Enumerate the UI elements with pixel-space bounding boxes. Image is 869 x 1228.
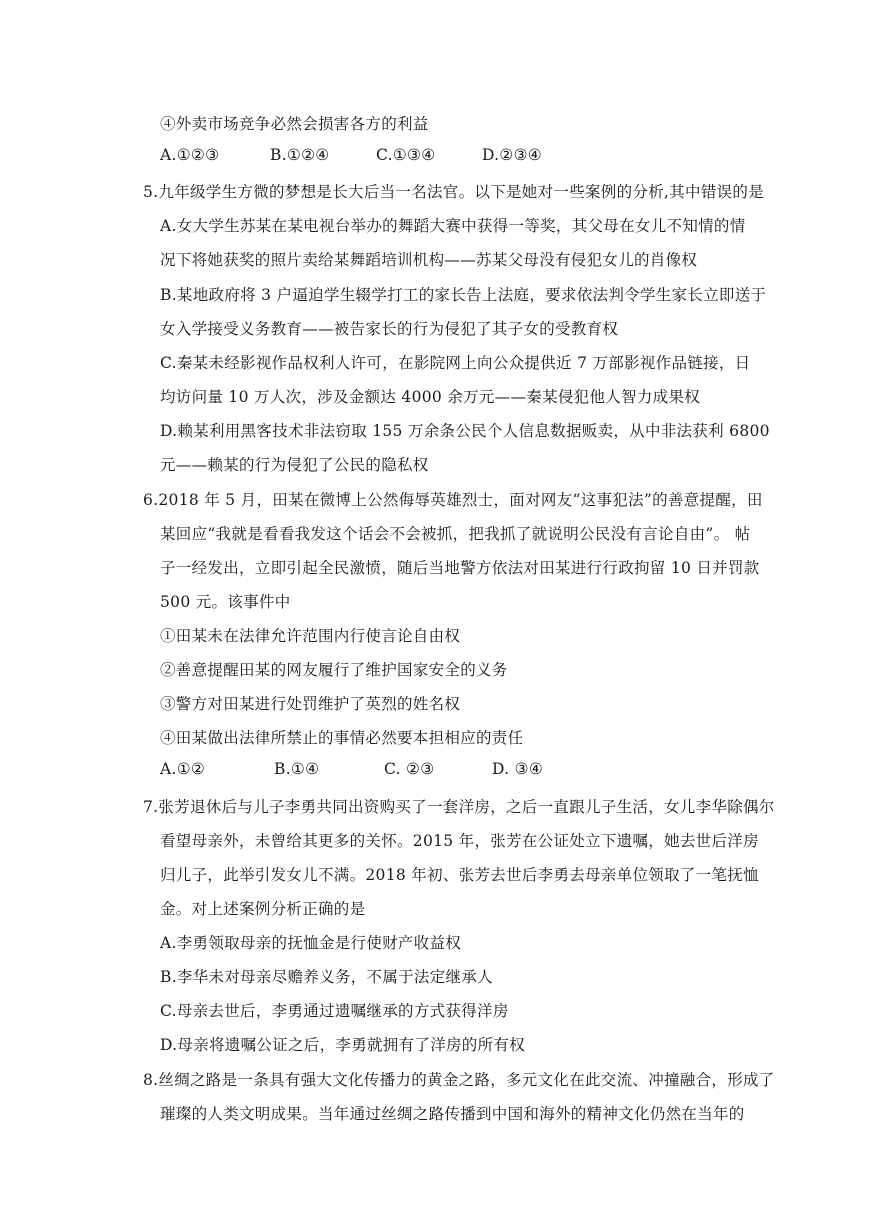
q6-choice-c[interactable]: C. ②③ xyxy=(384,760,435,778)
q6-stem-line4: 500 元。该事件中 xyxy=(160,593,291,611)
q6-choice-d[interactable]: D. ③④ xyxy=(492,760,544,778)
q7-stem-line2: 看望母亲外，未曾给其更多的关怀。2015 年，张芳在公证处立下遗嘱，她去世后洋房 xyxy=(160,832,759,850)
q7-stem-line4: 金。对上述案例分析正确的是 xyxy=(160,900,366,918)
q5-option-c-line2[interactable]: 均访问量 10 万人次，涉及金额达 4000 余万元——秦某侵犯他人智力成果权 xyxy=(160,388,701,406)
q5-option-a-line1[interactable]: A.女大学生苏某在某电视台举办的舞蹈大赛中获得一等奖，其父母在女儿不知情的情 xyxy=(160,217,746,235)
q6-choice-a[interactable]: A.①② xyxy=(160,760,206,778)
q6-item-3: ③警方对田某进行处罚维护了英烈的姓名权 xyxy=(160,695,461,713)
q4-choice-b[interactable]: B.①②④ xyxy=(270,146,330,164)
q4-choice-a[interactable]: A.①②③ xyxy=(160,146,220,164)
q7-stem-line3: 归儿子，此举引发女儿不满。2018 年初、张芳去世后李勇去母亲单位领取了一笔抚恤 xyxy=(160,866,759,884)
q5-option-b-line2[interactable]: 女入学接受义务教育——被告家长的行为侵犯了其子女的受教育权 xyxy=(160,320,619,338)
q6-choices xyxy=(160,760,543,778)
q5-option-c-line1[interactable]: C.秦某未经影视作品权利人许可，在影院网上向公众提供近 7 万部影视作品链接，日 xyxy=(160,354,751,372)
q4-choice-d[interactable]: D.②③④ xyxy=(482,146,542,164)
q5-stem: 5.九年级学生方微的梦想是长大后当一名法官。以下是她对一些案例的分析,其中错误的是 xyxy=(143,183,765,201)
q7-option-a[interactable]: A.李勇领取母亲的抚恤金是行使财产收益权 xyxy=(160,934,462,952)
q4-choices xyxy=(160,146,542,164)
q7-option-b[interactable]: B.李华未对母亲尽赡养义务，不属于法定继承人 xyxy=(160,968,493,986)
q6-item-2: ②善意提醒田某的网友履行了维护国家安全的义务 xyxy=(160,661,508,679)
q6-item-4: ④田某做出法律所禁止的事情必然要本担相应的责任 xyxy=(160,729,524,747)
q6-item-1: ①田某未在法律允许范围内行使言论自由权 xyxy=(160,627,461,645)
q7-stem-line1: 7.张芳退休后与儿子李勇共同出资购买了一套洋房，之后一直跟儿子生活，女儿李华除偶尔 xyxy=(143,798,775,816)
q6-choice-b[interactable]: B.①④ xyxy=(274,760,320,778)
q7-option-d[interactable]: D.母亲将遗嘱公证之后，李勇就拥有了洋房的所有权 xyxy=(160,1036,526,1054)
q8-stem-line2: 璀璨的人类文明成果。当年通过丝绸之路传播到中国和海外的精神文化仍然在当年的 xyxy=(160,1105,745,1123)
q8-stem-line1: 8.丝绸之路是一条具有强大文化传播力的黄金之路，多元文化在此交流、冲撞融合，形成了 xyxy=(143,1071,775,1089)
q4-choice-c[interactable]: C.①③④ xyxy=(376,146,436,164)
q7-option-c[interactable]: C.母亲去世后，李勇通过遗嘱继承的方式获得洋房 xyxy=(160,1002,509,1020)
q4-item-4: ④外卖市场竞争必然会损害各方的利益 xyxy=(160,115,429,133)
q6-stem-line1: 6.2018 年 5 月，田某在微博上公然侮辱英雄烈士，面对网友“这事犯法”的善意提醒，田 xyxy=(143,491,763,509)
q6-stem-line3: 子一经发出，立即引起全民激愤，随后当地警方依法对田某进行行政拘留 10 日并罚款 xyxy=(160,559,760,577)
q5-option-b-line1[interactable]: B.某地政府将 3 户逼迫学生辍学打工的家长告上法庭，要求依法判令学生家长立即送于 xyxy=(160,286,767,304)
q5-option-d-line2[interactable]: 元——赖某的行为侵犯了公民的隐私权 xyxy=(160,456,429,474)
q5-option-a-line2[interactable]: 况下将她获奖的照片卖给某舞蹈培训机构——苏某父母没有侵犯女儿的肖像权 xyxy=(160,251,698,269)
q5-option-d-line1[interactable]: D.赖某利用黑客技术非法窃取 155 万余条公民个人信息数据贩卖，从中非法获利 6800 xyxy=(160,422,770,440)
q6-stem-line2: 某回应“我就是看看我发这个话会不会被抓，把我抓了就说明公民没有言论自由”。 帖 xyxy=(160,525,751,543)
